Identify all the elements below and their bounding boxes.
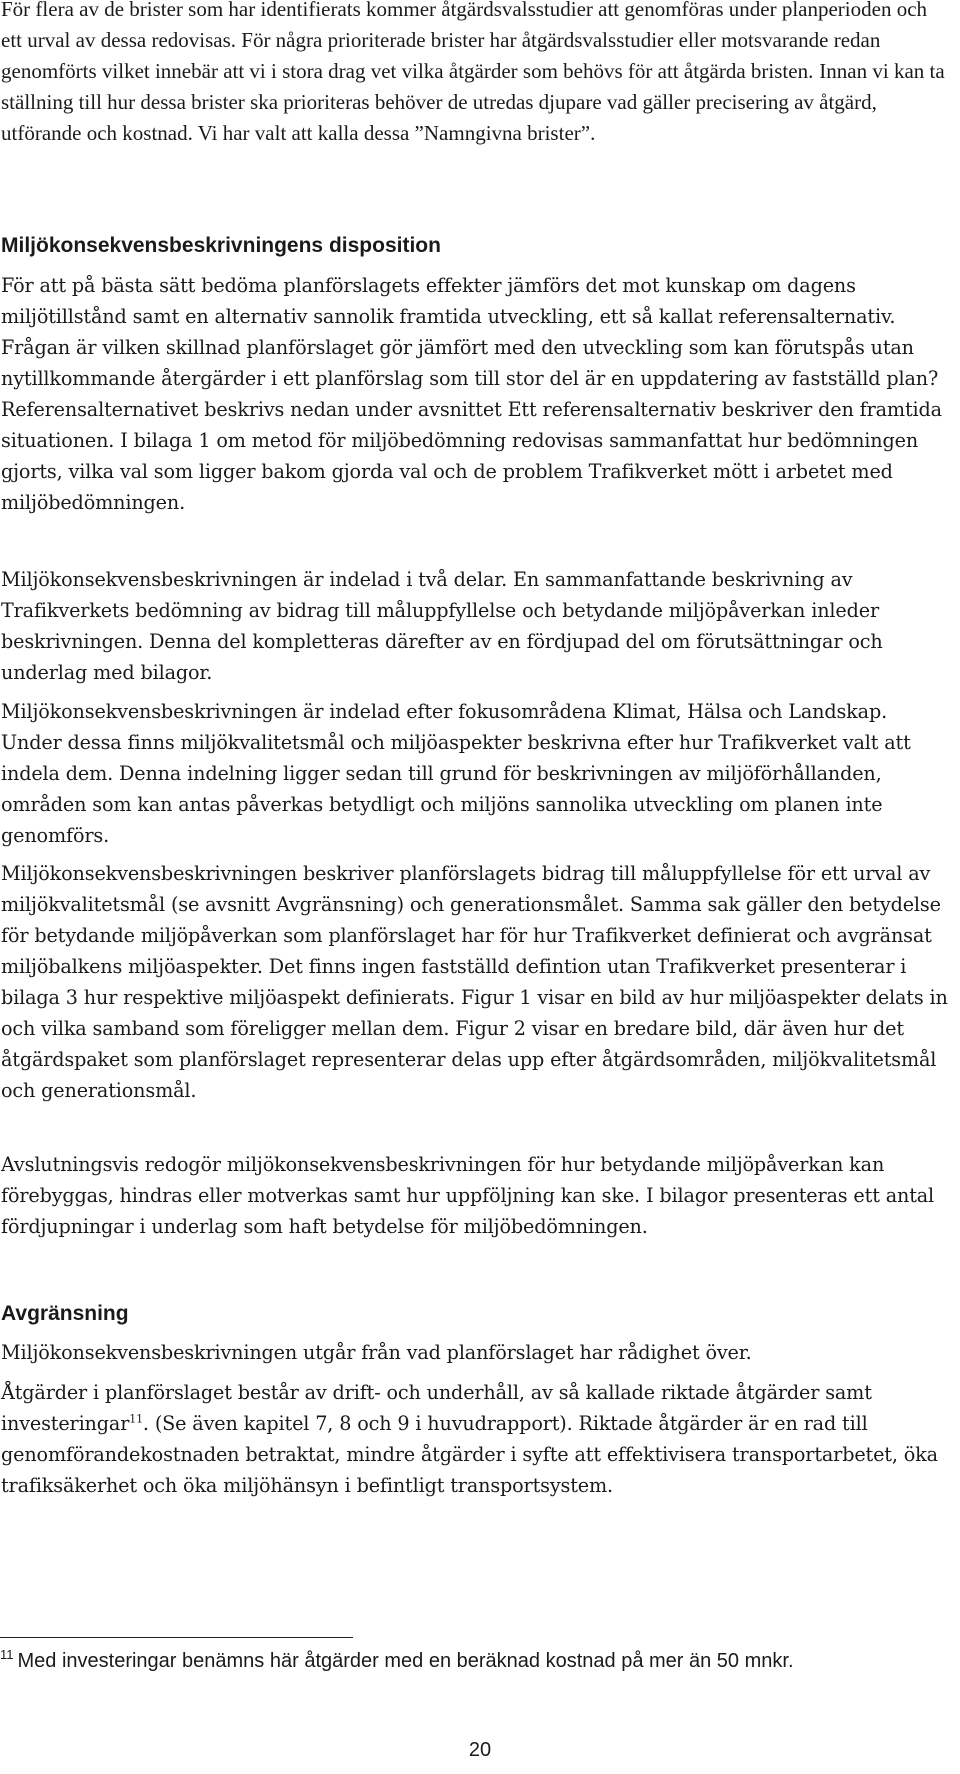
paragraph-goal-fulfilment: Miljökonsekvensbeskrivningen beskriver planförslagets bidrag till måluppfyllelse för ett urval av miljökvalitetsmål (se avsnitt Avgränsning) och generationsmålet. Samma sak gäller den betydelse för betydande miljöpåverkan som planförslaget har för hur Trafikverket definierat och avgränsat miljöbalkens miljöaspekter. Det finns ingen fastställd defintion utan Trafikverket presenterar i bilaga 3 hur respektive miljöaspekt definierats. Figur 1 visar en bild av hur miljöaspekter delats in och vilka samband som föreligger mellan dem. Figur 2 visar en bredare bild, där även hur det åtgärdspaket som planförslaget representerar delas upp efter åtgärdsområden, miljökvalitetsmål och generationsmål.: [1, 862, 948, 1102]
paragraph-scope: Miljökonsekvensbeskrivningen utgår från vad planförslaget har rådighet över.: [1, 1341, 752, 1364]
section-heading-avgransning: Avgränsning: [1, 1302, 129, 1325]
footnote: [0, 1641, 955, 1681]
footnote-separator: [0, 1637, 353, 1638]
paragraph-conclusion: Avslutningsvis redogör miljökonsekvensbeskrivningen för hur betydande miljöpåverkan kan förebyggas, hindras eller motverkas samt hur uppföljning kan ske. I bilagor presenteras ett antal fördjupningar i underlag som haft betydelse för miljöbedömningen.: [1, 1153, 935, 1238]
intro-paragraph: [1, 0, 953, 149]
paragraph-measures-text-b: . (Se även kapitel 7, 8 och 9 i huvudrapport). Riktade åtgärder är en rad till genomförandekostnaden betraktat, mindre åtgärder i syfte att effektivisera transportarbetet, öka trafiksäkerhet och öka miljöhänsyn i befintligt transportsystem.: [1, 1412, 938, 1497]
paragraph-measures: [1, 1377, 953, 1501]
intro-paragraph-part1: För flera av de brister som har identifierats kommer åtgärdsvalsstudier att genomföras under planperioden och ett urval av dessa redovisas. För några prioriterade brister har åtgärdsvalsstudier eller motsvarande redan genomförts vilket innebär att vi i stora drag vet vilka åtgärder som behövs för att åtgärda bristen.: [1, 0, 928, 83]
section-heading-disposition: Miljökonsekvensbeskrivningens disposition: [1, 234, 441, 257]
page-number: 20: [468, 1739, 492, 1761]
intro-paragraph-part2: Innan vi kan ta ställning till hur dessa brister ska prioriteras behöver de utredas djupare vad gäller precisering av åtgärd, utförande och kostnad. Vi har valt att kalla dessa ”Namngivna brister”.: [1, 59, 945, 145]
paragraph-two-parts: Miljökonsekvensbeskrivningen är indelad i två delar. En sammanfattande beskrivning av Trafikverkets bedömning av bidrag till måluppfyllelse och betydande miljöpåverkan inleder beskrivningen. Denna del kompletteras därefter av en fördjupad del om förutsättningar och underlag med bilagor.: [1, 568, 883, 684]
paragraph-focus-areas: Miljökonsekvensbeskrivningen är indelad efter fokusområdena Klimat, Hälsa och Landskap. Under dessa finns miljökvalitetsmål och miljöaspekter beskrivna efter hur Trafikverket valt att indela dem. Denna indelning ligger sedan till grund för beskrivningen av miljöförhållanden, områden som kan antas påverkas betydligt och miljöns sannolika utveckling om planen inte genomförs.: [1, 700, 911, 847]
footnote-reference[interactable]: 11: [129, 1412, 143, 1426]
paragraph-reference-alternative: För att på bästa sätt bedöma planförslagets effekter jämförs det mot kunskap om dagens miljötillstånd samt en alternativ sannolik framtida utveckling, ett så kallat referensalternativ. Frågan är vilken skillnad planförslaget gör jämfört med den utveckling som kan förutspås utan nytillkommande återgärder i ett planförslag som till stor del är en uppdatering av fastställd plan? Referensalternativet beskrivs nedan under avsnittet Ett referensalternativ beskriver den framtida situationen. I bilaga 1 om metod för miljöbedömning redovisas sammanfattat hur bedömningen gjorts, vilka val som ligger bakom gjorda val och de problem Trafikverket mött i arbetet med miljöbedömningen.: [1, 274, 942, 514]
footnote-text: Med investeringar benämns här åtgärder med en beräknad kostnad på mer än 50 mnkr.: [17, 1650, 794, 1672]
paragraph-measures-text-a: Åtgärder i planförslaget består av drift- och underhåll, av så kallade riktade åtgärder samt investeringar: [1, 1381, 872, 1435]
footnote-mark: 11: [0, 1647, 14, 1663]
